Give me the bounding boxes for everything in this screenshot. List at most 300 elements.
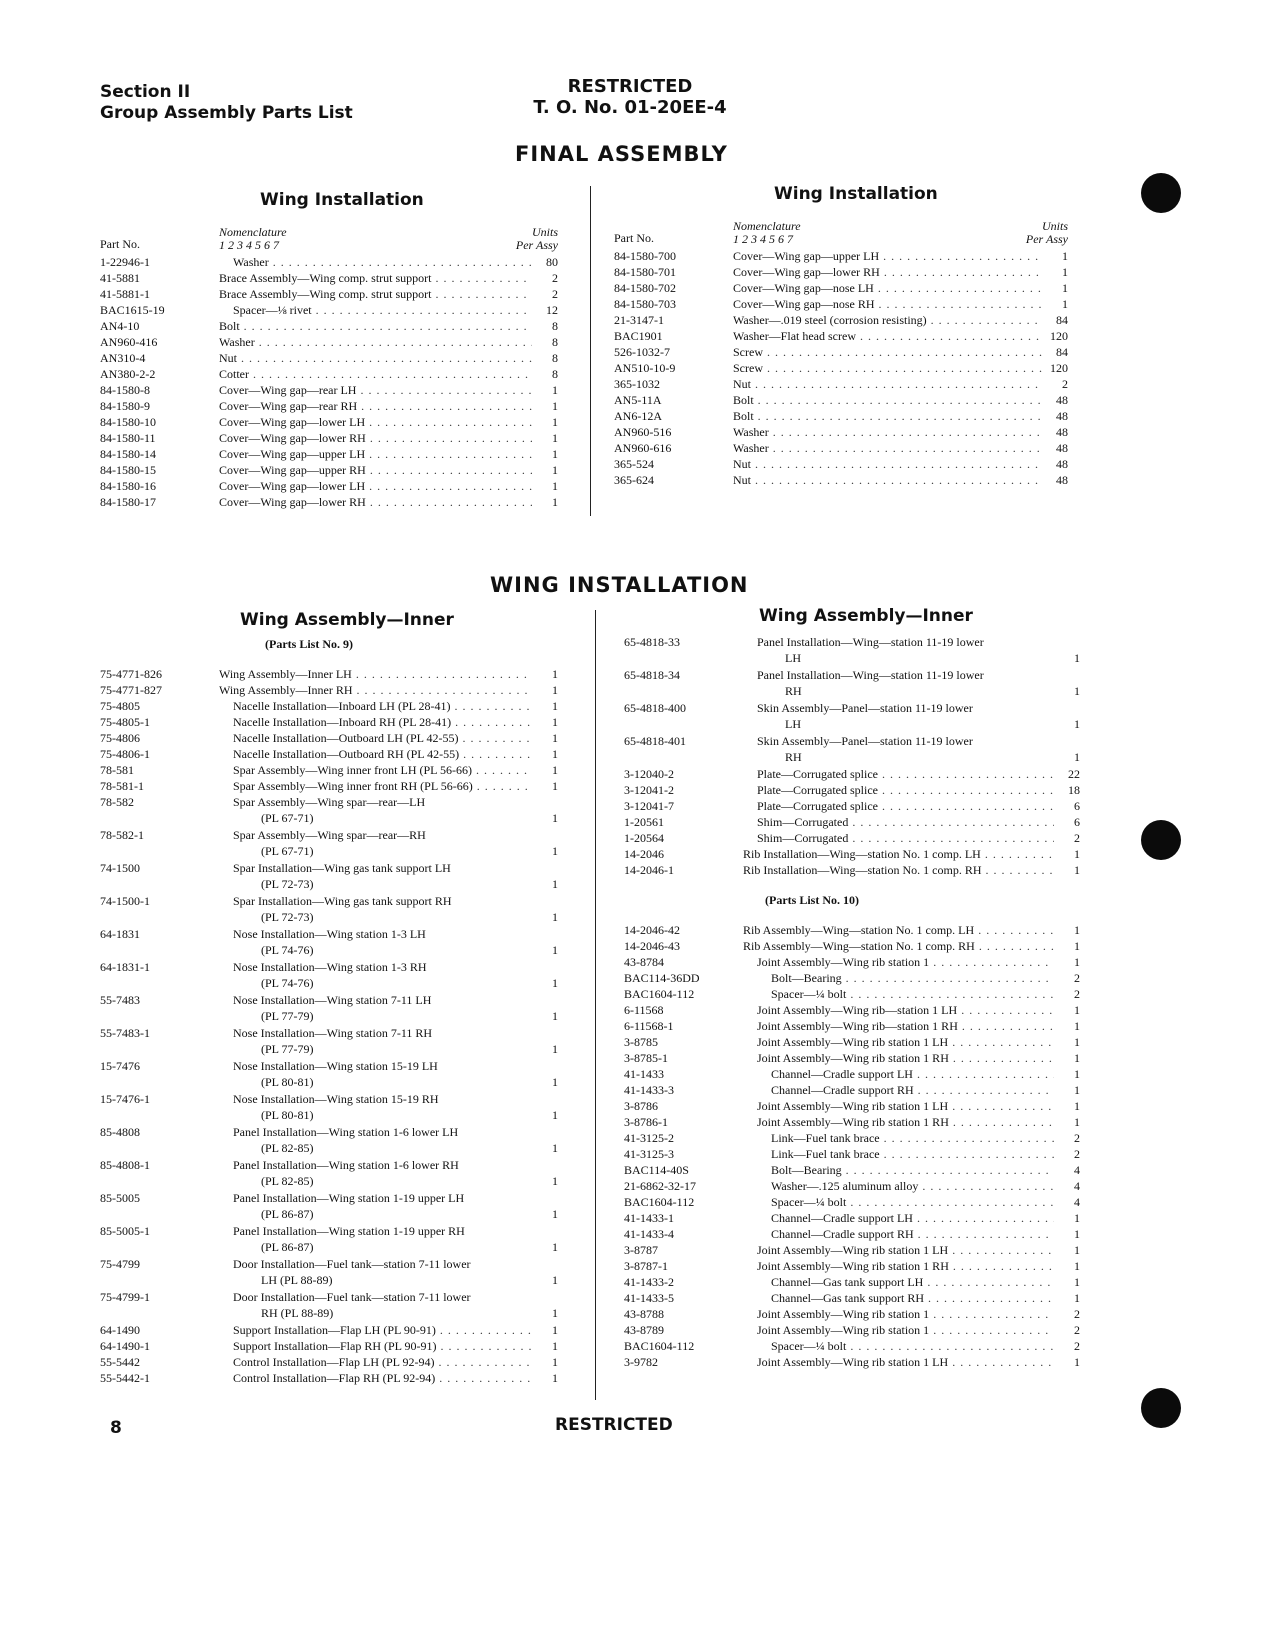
wing-installation-title: WING INSTALLATION (490, 573, 749, 597)
part-description: Joint Assembly—Wing rib station 1 LH . . . (743, 1242, 1054, 1258)
parts-row (100, 714, 558, 730)
parts-list (624, 922, 1080, 1370)
parts-row (624, 1066, 1080, 1082)
parts-row (100, 414, 558, 430)
part-description: Rib Assembly—Wing—station No. 1 comp. RH . . . (743, 938, 1054, 954)
parts-row (100, 318, 558, 334)
parts-row (100, 1058, 558, 1090)
units-per-assy: 12 (546, 303, 558, 317)
units-per-assy: 1 (1074, 684, 1080, 698)
part-number: 3-8785-1 (624, 1051, 668, 1065)
part-description-continued: RH (PL 88-89) (261, 1306, 334, 1320)
parts-row (614, 296, 1068, 312)
part-number: 78-582-1 (100, 828, 144, 842)
units-per-assy: 2 (1074, 1339, 1080, 1353)
units-per-assy: 1 (552, 844, 558, 858)
part-description: Washer—.125 aluminum alloy . . . (743, 1178, 1054, 1194)
part-description: Cover—Wing gap—nose RH . . . (733, 296, 1042, 312)
units-per-assy: 1 (552, 479, 558, 493)
part-number: 84-1580-703 (614, 297, 676, 311)
part-description: Rib Installation—Wing—station No. 1 comp. LH . . . (743, 846, 1054, 862)
part-number: 3-9782 (624, 1355, 658, 1369)
column-title: Wing Assembly—Inner (240, 610, 454, 630)
part-description: Control Installation—Flap LH (PL 92-94) . . . (219, 1354, 532, 1370)
units-per-assy: 1 (552, 1075, 558, 1089)
units-per-assy: 1 (1074, 955, 1080, 969)
part-number: 75-4799 (100, 1257, 140, 1271)
part-description: Skin Assembly—Panel—station 11-19 lower RH (757, 734, 973, 764)
part-description: Shim—Corrugated . . . (743, 814, 1054, 830)
part-description-continued: (PL 74-76) (261, 976, 314, 990)
part-number: 365-624 (614, 473, 654, 487)
binder-hole (1141, 1388, 1181, 1428)
units-per-assy: 2 (552, 287, 558, 301)
units-per-assy: 1 (552, 1306, 558, 1320)
parts-row (624, 733, 1080, 765)
parts-list-number: (Parts List No. 10) (765, 893, 859, 907)
units-per-assy: 8 (552, 351, 558, 365)
part-description: Channel—Cradle support RH . . . (743, 1226, 1054, 1242)
part-description: Joint Assembly—Wing rib station 1 . . . (743, 1322, 1054, 1338)
parts-row (614, 456, 1068, 472)
part-description: Cover—Wing gap—lower RH . . . (219, 430, 532, 446)
parts-row (624, 1146, 1080, 1162)
part-number: AN4-10 (100, 319, 140, 333)
parts-row (100, 1256, 558, 1288)
parts-row (100, 302, 558, 318)
part-description: Spar Assembly—Wing inner front RH (PL 56-66) . . . (219, 778, 532, 794)
part-description: Bolt . . . (219, 318, 532, 334)
part-number: AN5-11A (614, 393, 662, 407)
part-number: 3-8786 (624, 1099, 658, 1113)
part-number: 41-1433-2 (624, 1275, 674, 1289)
part-description: Spacer—¼ bolt . . . (743, 986, 1054, 1002)
parts-row (100, 682, 558, 698)
units-per-assy: 1 (552, 683, 558, 697)
parts-row (100, 1322, 558, 1338)
parts-row (624, 1258, 1080, 1274)
units-per-assy: 48 (1056, 409, 1068, 423)
part-number: 365-524 (614, 457, 654, 471)
part-number: AN960-616 (614, 441, 672, 455)
parts-row (100, 446, 558, 462)
units-per-assy: 1 (552, 747, 558, 761)
units-per-assy: 8 (552, 367, 558, 381)
part-description: Cover—Wing gap—lower LH . . . (219, 478, 532, 494)
restricted-label: RESTRICTED (567, 76, 693, 97)
units-per-assy: 48 (1056, 425, 1068, 439)
parts-row (100, 398, 558, 414)
units-per-assy: 1 (552, 495, 558, 509)
part-description-continued: (PL 77-79) (261, 1009, 314, 1023)
units-per-assy: 1 (552, 447, 558, 461)
units-per-assy: 1 (552, 1323, 558, 1337)
units-per-assy: 1 (552, 1141, 558, 1155)
units-per-assy: 84 (1056, 345, 1068, 359)
units-label: Units Per Assy (1025, 219, 1068, 246)
part-number: BAC1604-112 (624, 1339, 695, 1353)
units-per-assy: 1 (552, 415, 558, 429)
part-description-continued: (PL 77-79) (261, 1042, 314, 1056)
part-number: BAC1901 (614, 329, 663, 343)
parts-row (100, 778, 558, 794)
part-number: 14-2046 (624, 847, 664, 861)
parts-row (100, 1190, 558, 1222)
part-description: Panel Installation—Wing station 1-19 upper LH (PL 86-87) (233, 1191, 465, 1221)
units-per-assy: 4 (1074, 1179, 1080, 1193)
units-per-assy: 1 (552, 1355, 558, 1369)
parts-row (624, 1178, 1080, 1194)
units-per-assy: 1 (1074, 717, 1080, 731)
units-per-assy: 1 (552, 463, 558, 477)
parts-row (614, 376, 1068, 392)
parts-row (100, 1091, 558, 1123)
part-number: 43-8788 (624, 1307, 664, 1321)
parts-row (100, 730, 558, 746)
section-label: Section II (100, 82, 191, 102)
part-number: 3-8787-1 (624, 1259, 668, 1273)
part-description: Channel—Cradle support LH . . . (743, 1066, 1054, 1082)
part-description: Spacer—¼ bolt . . . (743, 1194, 1054, 1210)
units-per-assy: 2 (1074, 1307, 1080, 1321)
part-description: Support Installation—Flap LH (PL 90-91) . . . (219, 1322, 532, 1338)
part-number: 6-11568-1 (624, 1019, 674, 1033)
parts-row (624, 1050, 1080, 1066)
part-description: Link—Fuel tank brace . . . (743, 1130, 1054, 1146)
parts-row (100, 666, 558, 682)
part-number: 3-12040-2 (624, 767, 674, 781)
part-number: 85-4808 (100, 1125, 140, 1139)
part-description: Rib Installation—Wing—station No. 1 comp. RH . . . (743, 862, 1054, 878)
units-per-assy: 1 (552, 431, 558, 445)
parts-row (624, 782, 1080, 798)
column-title: Wing Assembly—Inner (759, 606, 973, 626)
part-description: Cover—Wing gap—nose LH . . . (733, 280, 1042, 296)
parts-row (100, 334, 558, 350)
part-number: 84-1580-17 (100, 495, 156, 509)
parts-row (624, 798, 1080, 814)
units-per-assy: 1 (1074, 1227, 1080, 1241)
part-number: 21-6862-32-17 (624, 1179, 696, 1193)
part-description: Brace Assembly—Wing comp. strut support . . . (219, 270, 532, 286)
part-description: Cover—Wing gap—lower LH . . . (219, 414, 532, 430)
parts-row (100, 478, 558, 494)
part-number: 43-8789 (624, 1323, 664, 1337)
units-per-assy: 1 (1074, 651, 1080, 665)
part-description: Joint Assembly—Wing rib—station 1 RH . . . (743, 1018, 1054, 1034)
units-per-assy: 2 (552, 271, 558, 285)
part-number: 64-1831 (100, 927, 140, 941)
part-number: 3-8786-1 (624, 1115, 668, 1129)
units-per-assy: 120 (1050, 329, 1068, 343)
part-number: 75-4806-1 (100, 747, 150, 761)
units-per-assy: 1 (1074, 1291, 1080, 1305)
parts-row (624, 1306, 1080, 1322)
part-description: Wing Assembly—Inner RH . . . (219, 682, 532, 698)
units-per-assy: 1 (1074, 1275, 1080, 1289)
part-number: 1-20564 (624, 831, 664, 845)
part-number: 84-1580-701 (614, 265, 676, 279)
part-number: 1-20561 (624, 815, 664, 829)
part-description: Panel Installation—Wing—station 11-19 lower RH (757, 668, 984, 698)
part-number: 526-1032-7 (614, 345, 670, 359)
part-number: 14-2046-43 (624, 939, 680, 953)
parts-row (624, 1226, 1080, 1242)
part-number: 75-4799-1 (100, 1290, 150, 1304)
units-per-assy: 48 (1056, 441, 1068, 455)
parts-row (100, 1025, 558, 1057)
part-description: Cover—Wing gap—rear RH . . . (219, 398, 532, 414)
column-divider (590, 186, 591, 516)
part-description: Washer . . . (733, 440, 1042, 456)
part-description: Nacelle Installation—Outboard LH (PL 42-55) . . . (219, 730, 532, 746)
part-description: Door Installation—Fuel tank—station 7-11 lower LH (PL 88-89) (233, 1257, 471, 1287)
part-number: 64-1490 (100, 1323, 140, 1337)
units-per-assy: 4 (1074, 1195, 1080, 1209)
part-description: Link—Fuel tank brace . . . (743, 1146, 1054, 1162)
units-per-assy: 1 (552, 1174, 558, 1188)
part-number: 1-22946-1 (100, 255, 150, 269)
units-per-assy: 1 (552, 1009, 558, 1023)
units-per-assy: 22 (1068, 767, 1080, 781)
part-description: Spar Assembly—Wing inner front LH (PL 56-66) . . . (219, 762, 532, 778)
part-description: Panel Installation—Wing station 1-6 lower RH (PL 82-85) (233, 1158, 459, 1188)
parts-row (614, 344, 1068, 360)
units-per-assy: 1 (552, 976, 558, 990)
to-number: T. O. No. 01-20EE-4 (533, 97, 727, 118)
part-description: Washer . . . (219, 254, 532, 270)
part-description: Nut . . . (219, 350, 532, 366)
part-description-continued: (PL 74-76) (261, 943, 314, 957)
part-number: 3-12041-2 (624, 783, 674, 797)
part-number: 43-8784 (624, 955, 664, 969)
units-per-assy: 2 (1074, 971, 1080, 985)
part-description: Brace Assembly—Wing comp. strut support . . . (219, 286, 532, 302)
part-description: Control Installation—Flap RH (PL 92-94) . . . (219, 1370, 532, 1386)
part-description: Rib Assembly—Wing—station No. 1 comp. LH . . . (743, 922, 1054, 938)
part-description-continued: (PL 67-71) (261, 844, 314, 858)
part-description: Panel Installation—Wing station 1-19 upper RH (PL 86-87) (233, 1224, 465, 1254)
part-description: Screw . . . (733, 360, 1042, 376)
parts-row (614, 264, 1068, 280)
part-number: 85-5005-1 (100, 1224, 150, 1238)
part-description: Nacelle Installation—Inboard RH (PL 28-41) . . . (219, 714, 532, 730)
parts-row (100, 959, 558, 991)
part-number: 65-4818-400 (624, 701, 686, 715)
part-description: Joint Assembly—Wing rib—station 1 LH . . . (743, 1002, 1054, 1018)
units-per-assy: 1 (1074, 1019, 1080, 1033)
part-number: 84-1580-16 (100, 479, 156, 493)
part-description: Spar Installation—Wing gas tank support RH (PL 72-73) (233, 894, 452, 924)
parts-row (614, 248, 1068, 264)
part-description: Cover—Wing gap—rear LH . . . (219, 382, 532, 398)
part-description-continued: (PL 86-87) (261, 1207, 314, 1221)
part-description: Panel Installation—Wing station 1-6 lower LH (PL 82-85) (233, 1125, 459, 1155)
units-per-assy: 84 (1056, 313, 1068, 327)
part-number: 14-2046-1 (624, 863, 674, 877)
page-number: 8 (110, 1418, 122, 1438)
binder-hole (1141, 173, 1181, 213)
part-description: Joint Assembly—Wing rib station 1 . . . (743, 954, 1054, 970)
units-per-assy: 2 (1074, 1131, 1080, 1145)
doc-subtitle: Group Assembly Parts List (100, 103, 353, 123)
parts-row (624, 1130, 1080, 1146)
part-number: 75-4771-827 (100, 683, 162, 697)
parts-row (100, 1338, 558, 1354)
units-per-assy: 120 (1050, 361, 1068, 375)
part-description: Nose Installation—Wing station 7-11 RH (PL 77-79) (233, 1026, 433, 1056)
part-description: Cover—Wing gap—upper LH . . . (219, 446, 532, 462)
parts-row (624, 667, 1080, 699)
part-description: Spar Installation—Wing gas tank support LH (PL 72-73) (233, 861, 451, 891)
part-description: Support Installation—Flap RH (PL 90-91) . . . (219, 1338, 532, 1354)
units-per-assy: 1 (1074, 1211, 1080, 1225)
parts-list (614, 248, 1068, 488)
parts-row (100, 462, 558, 478)
part-description-continued: (PL 80-81) (261, 1108, 314, 1122)
part-description: Joint Assembly—Wing rib station 1 RH . . . (743, 1114, 1054, 1130)
part-number: 84-1580-8 (100, 383, 150, 397)
parts-row (624, 1162, 1080, 1178)
part-number: 55-7483 (100, 993, 140, 1007)
units-per-assy: 1 (1074, 923, 1080, 937)
units-per-assy: 1 (1074, 1035, 1080, 1049)
part-number: 6-11568 (624, 1003, 664, 1017)
part-number: AN960-416 (100, 335, 158, 349)
part-number: 85-5005 (100, 1191, 140, 1205)
parts-row (614, 408, 1068, 424)
part-number: 41-5881-1 (100, 287, 150, 301)
parts-row (624, 1098, 1080, 1114)
part-description: Skin Assembly—Panel—station 11-19 lower LH (757, 701, 973, 731)
parts-row (614, 440, 1068, 456)
units-per-assy: 1 (552, 877, 558, 891)
part-number: 3-8787 (624, 1243, 658, 1257)
part-description-continued: (PL 72-73) (261, 910, 314, 924)
footer-restricted: RESTRICTED (555, 1415, 673, 1435)
units-per-assy: 8 (552, 319, 558, 333)
parts-row (624, 1354, 1080, 1370)
parts-row (100, 1223, 558, 1255)
part-number: 75-4805-1 (100, 715, 150, 729)
parts-row (624, 986, 1080, 1002)
parts-row (624, 938, 1080, 954)
part-number: 55-5442 (100, 1355, 140, 1369)
parts-row (624, 922, 1080, 938)
parts-list-number: (Parts List No. 9) (265, 637, 353, 651)
part-description: Joint Assembly—Wing rib station 1 LH . . . (743, 1034, 1054, 1050)
part-description: Bolt . . . (733, 392, 1042, 408)
units-per-assy: 1 (552, 1371, 558, 1385)
part-number: 84-1580-11 (100, 431, 156, 445)
part-number: 15-7476 (100, 1059, 140, 1073)
parts-row (624, 814, 1080, 830)
part-number: 64-1490-1 (100, 1339, 150, 1353)
units-per-assy: 6 (1074, 799, 1080, 813)
parts-row (100, 270, 558, 286)
part-description: Washer—.019 steel (corrosion resisting) . . . (733, 312, 1042, 328)
parts-row (624, 970, 1080, 986)
part-description: Washer . . . (733, 424, 1042, 440)
part-description-continued: RH (785, 750, 802, 764)
part-description: Nose Installation—Wing station 15-19 RH (PL 80-81) (233, 1092, 439, 1122)
parts-row (100, 746, 558, 762)
units-per-assy: 1 (552, 1273, 558, 1287)
part-number: BAC114-36DD (624, 971, 700, 985)
part-description: Spar Assembly—Wing spar—rear—LH (PL 67-71) (233, 795, 426, 825)
units-per-assy: 1 (552, 779, 558, 793)
part-description: Channel—Cradle support RH . . . (743, 1082, 1054, 1098)
parts-row (624, 1290, 1080, 1306)
part-number: 78-582 (100, 795, 134, 809)
parts-list (100, 666, 558, 1386)
part-number: 41-5881 (100, 271, 140, 285)
units-per-assy: 1 (1074, 1243, 1080, 1257)
part-description: Nose Installation—Wing station 1-3 RH (PL 74-76) (233, 960, 427, 990)
column-header (100, 210, 558, 254)
units-per-assy: 2 (1074, 987, 1080, 1001)
part-number: 3-8785 (624, 1035, 658, 1049)
units-per-assy: 1 (1074, 750, 1080, 764)
parts-row (614, 472, 1068, 488)
parts-row (624, 1082, 1080, 1098)
parts-row (624, 954, 1080, 970)
part-description: Cover—Wing gap—upper RH . . . (219, 462, 532, 478)
parts-list (624, 634, 1080, 878)
units-per-assy: 48 (1056, 393, 1068, 407)
part-number: 84-1580-14 (100, 447, 156, 461)
units-per-assy: 1 (1062, 249, 1068, 263)
part-number: 84-1580-10 (100, 415, 156, 429)
part-number: 65-4818-34 (624, 668, 680, 682)
part-description: Plate—Corrugated splice . . . (743, 782, 1054, 798)
units-per-assy: 1 (1074, 1355, 1080, 1369)
units-per-assy: 1 (552, 699, 558, 713)
units-per-assy: 1 (1062, 297, 1068, 311)
units-per-assy: 1 (552, 763, 558, 777)
units-label: Units Per Assy (515, 225, 558, 252)
part-description: Washer . . . (219, 334, 532, 350)
parts-row (100, 286, 558, 302)
units-per-assy: 2 (1062, 377, 1068, 391)
part-number: 65-4818-401 (624, 734, 686, 748)
part-number: 85-4808-1 (100, 1158, 150, 1172)
parts-row (614, 424, 1068, 440)
part-description: Bolt—Bearing . . . (743, 1162, 1054, 1178)
parts-row (100, 366, 558, 382)
parts-list (100, 254, 558, 510)
part-description: Bolt . . . (733, 408, 1042, 424)
parts-row (100, 1124, 558, 1156)
parts-row (100, 254, 558, 270)
part-number: 75-4771-826 (100, 667, 162, 681)
parts-row (100, 698, 558, 714)
part-number: BAC1604-112 (624, 1195, 695, 1209)
parts-row (624, 1034, 1080, 1050)
part-description: Nose Installation—Wing station 7-11 LH (PL 77-79) (233, 993, 432, 1023)
units-per-assy: 2 (1074, 1323, 1080, 1337)
part-number: AN310-4 (100, 351, 146, 365)
part-description-continued: (PL 72-73) (261, 877, 314, 891)
parts-row (624, 1018, 1080, 1034)
part-number: 84-1580-15 (100, 463, 156, 477)
column-divider (595, 610, 596, 1400)
part-description: Joint Assembly—Wing rib station 1 RH . . . (743, 1258, 1054, 1274)
parts-row (100, 992, 558, 1024)
part-number: 55-7483-1 (100, 1026, 150, 1040)
units-per-assy: 1 (552, 1207, 558, 1221)
part-number: 55-5442-1 (100, 1371, 150, 1385)
